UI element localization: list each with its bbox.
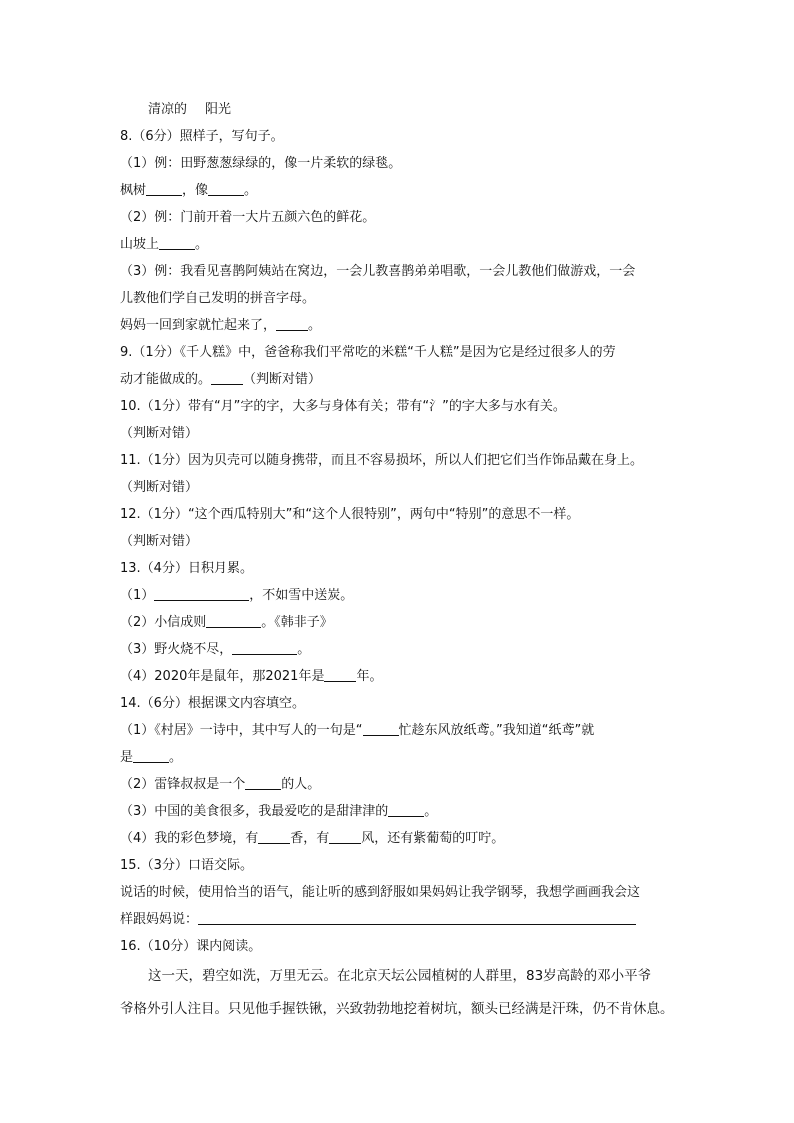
q13-item-2: （2）小信成则 。《韩非子》 — [120, 609, 680, 636]
q8-heading: 8.（6分）照样子，写句子。 — [120, 129, 284, 144]
q10-text: 10.（1分）带有“月”字的字，大多与身体有关；带有“氵”的字大多与水有关。 — [120, 399, 566, 414]
q8-blank-2[interactable] — [208, 180, 244, 196]
q14-blank-1[interactable] — [363, 720, 399, 736]
q14-item-1-cont: 是 。 — [120, 744, 680, 771]
q8-blank-3[interactable] — [159, 234, 195, 250]
q16-passage-line-2: 爷格外引人注目。只见他手握铁锹，兴致勃勃地挖着树坑，额头已经满是汗珠，仍不肯休息。 — [120, 1001, 674, 1017]
q16-passage-line-1: 这一天，碧空如洗，万里无云。在北京天坛公园植树的人群里，83岁高龄的邓小平爷 — [148, 968, 652, 984]
q13-item-4: （4）2020年是鼠年，那2021年是 年。 — [120, 663, 680, 690]
q14-blank-2[interactable] — [133, 747, 169, 763]
q13-heading: 13.（4分）日积月累。 — [120, 561, 253, 576]
q15-heading: 15.（3分）口语交际。 — [120, 858, 253, 873]
fragment-word-1: 清凉的 — [148, 102, 188, 117]
q8-blank-1[interactable] — [146, 180, 182, 196]
q8-example-2: （2）例：门前开着一大片五颜六色的鲜花。 — [120, 210, 376, 225]
q14-item-4: （4）我的彩色梦境，有 香，有 风，还有紫葡萄的叮咛。 — [120, 825, 680, 852]
q13-item-3: （3）野火烧不尽， 。 — [120, 636, 680, 663]
q14-item-1: （1）《村居》一诗中，其中写人的一句是“ 忙趁东风放纸鸢。”我知道“纸鸢”就 — [120, 717, 680, 744]
q14-item-3: （3）中国的美食很多，我最爱吃的是甜津津的 。 — [120, 798, 680, 825]
q8-blank-4[interactable] — [276, 315, 308, 331]
q8-example-1: （1）例：田野葱葱绿绿的，像一片柔软的绿毯。 — [120, 156, 402, 171]
q13-item-1: （1） ，不如雪中送炭。 — [120, 582, 680, 609]
q11-text: 11.（1分）因为贝壳可以随身携带，而且不容易损坏，所以人们把它们当作饰品戴在身上。 — [120, 453, 643, 468]
q8-example-3-cont: 儿教他们学自己发明的拼音字母。 — [120, 291, 316, 306]
q9-text-cont: 动才能做成的。 （判断对错） — [120, 366, 680, 393]
q14-heading: 14.（6分）根据课文内容填空。 — [120, 696, 305, 711]
q15-answer: 样跟妈妈说： — [120, 906, 680, 933]
q9-text: 9.（1分）《千人糕》中，爸爸称我们平常吃的米糕“千人糕”是因为它是经过很多人的劳 — [120, 345, 616, 360]
worksheet-page — [120, 96, 680, 1026]
q14-blank-3[interactable] — [245, 774, 281, 790]
q8-answer-1: 枫树 ，像 。 — [120, 177, 680, 204]
q13-blank-3[interactable] — [232, 639, 297, 655]
q13-blank-4[interactable] — [324, 666, 356, 682]
q12-judge: （判断对错） — [120, 534, 199, 549]
q15-text: 说话的时候，使用恰当的语气，能让听的感到舒服如果妈妈让我学钢琴，我想学画画我会这 — [120, 885, 641, 900]
q11-judge: （判断对错） — [120, 480, 199, 495]
fragment-word-2: 阳光 — [205, 102, 232, 117]
q10-judge: （判断对错） — [120, 426, 199, 441]
q14-blank-5[interactable] — [258, 828, 290, 844]
q13-blank-2[interactable] — [206, 612, 261, 628]
q12-text: 12.（1分）“这个西瓜特别大”和“这个人很特别”，两句中“特别”的意思不一样。 — [120, 507, 580, 522]
q16-heading: 16.（10分）课内阅读。 — [120, 939, 262, 954]
q8-answer-2: 山坡上 。 — [120, 231, 680, 258]
q14-blank-4[interactable] — [388, 801, 424, 817]
q14-blank-6[interactable] — [329, 828, 361, 844]
q13-blank-1[interactable] — [154, 585, 249, 601]
q9-blank[interactable] — [211, 369, 243, 385]
q8-answer-3: 妈妈一回到家就忙起来了， 。 — [120, 312, 680, 339]
q14-item-2: （2）雷锋叔叔是一个 的人。 — [120, 771, 680, 798]
q15-answer-line[interactable] — [198, 909, 636, 925]
q8-example-3: （3）例：我看见喜鹊阿姨站在窝边，一会儿教喜鹊弟弟唱歌，一会儿教他们做游戏，一会 — [120, 264, 636, 279]
fragment-line — [120, 96, 680, 123]
